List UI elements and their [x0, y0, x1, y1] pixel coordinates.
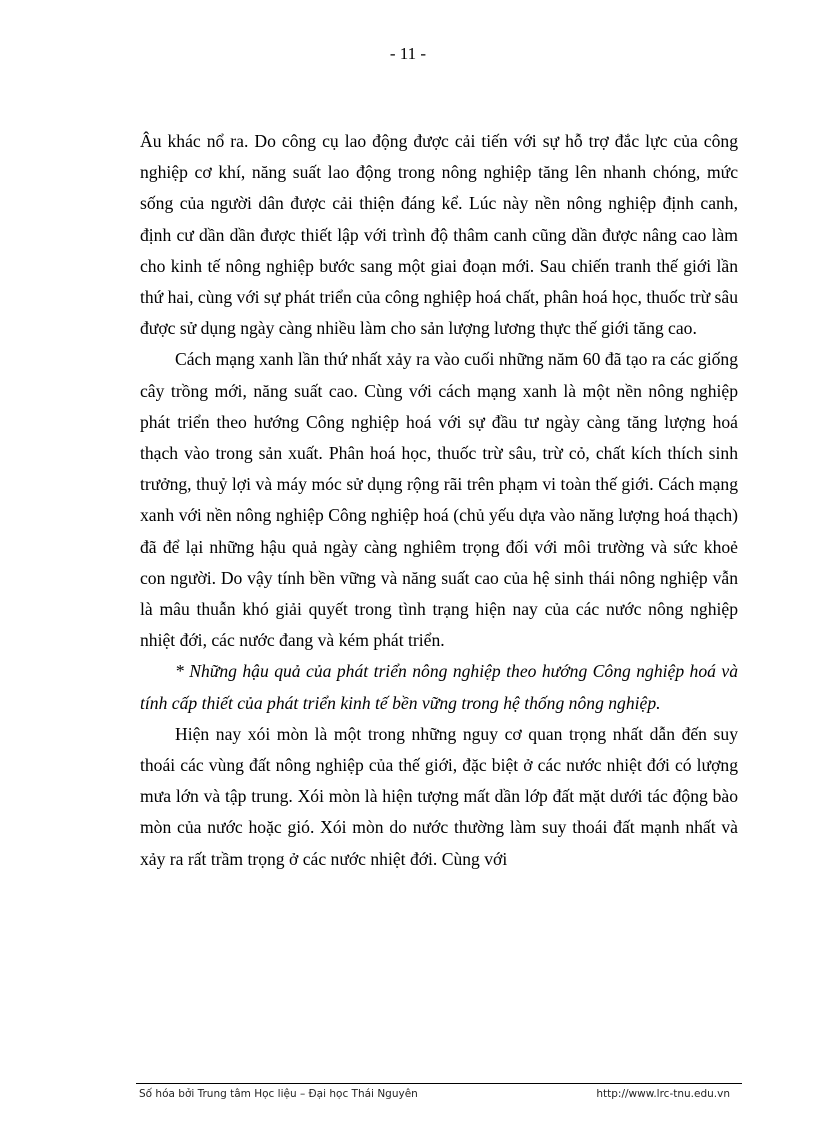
page-number: - 11 - — [389, 44, 427, 63]
footer-url-link[interactable]: http://www.lrc-tnu.edu.vn — [596, 1088, 730, 1100]
section-heading-italic: * Những hậu quả của phát triển nông nghiệp theo hướng Công nghiệp hoá và tính cấp thiết của phát triển kinh tế bền vững trong hệ thống nông nghiệp. — [140, 661, 738, 713]
paragraph-continuation: Âu khác nổ ra. Do công cụ lao động được cải tiến với sự hỗ trợ đắc lực của công nghiệp cơ khí, năng suất lao động trong nông nghiệp tăng lên nhanh chóng, mức sống của người dân được cải thiện đáng kể. Lúc này nền nông nghiệp định canh, định cư dần dần được thiết lập với trình độ thâm canh cũng dần được nâng cao làm cho kinh tế nông nghiệp bước sang một giai đoạn mới. Sau chiến tranh thế giới lần thứ hai, cùng với sự phát triển của công nghiệp hoá chất, phân hoá học, thuốc trừ sâu được sử dụng ngày càng nhiều làm cho sản lượng lương thực thế giới tăng cao. — [140, 131, 738, 339]
footer-source: Số hóa bởi Trung tâm Học liệu – Đại học Thái Nguyên — [139, 1088, 418, 1100]
footer-divider — [136, 1083, 742, 1084]
paragraph-green-revolution: Cách mạng xanh lần thứ nhất xảy ra vào cuối những năm 60 đã tạo ra các giống cây trồng mới, năng suất cao. Cùng với cách mạng xanh là một nền nông nghiệp phát triển theo hướng Công nghiệp hoá với sự đầu tư ngày càng tăng lượng hoá thạch vào trong sản xuất. Phân hoá học, thuốc trừ sâu, trừ cỏ, chất kích thích sinh trưởng, thuỷ lợi và máy móc sử dụng rộng rãi trên phạm vi toàn thế giới. Cách mạng xanh với nền nông nghiệp Công nghiệp hoá (chủ yếu dựa vào năng lượng hoá thạch) đã để lại những hậu quả ngày càng nghiêm trọng đối với môi trường và sức khoẻ con người. Do vậy tính bền vững và năng suất cao của hệ sinh thái nông nghiệp vẫn là mâu thuẫn khó giải quyết trong tình trạng hiện nay của các nước nông nghiệp nhiệt đới, các nước đang và kém phát triển. — [140, 349, 738, 651]
body-text — [140, 126, 738, 875]
paragraph-erosion: Hiện nay xói mòn là một trong những nguy cơ quan trọng nhất dẫn đến suy thoái các vùng đất nông nghiệp của thế giới, đặc biệt ở các nước nhiệt đới có lượng mưa lớn và tập trung. Xói mòn là hiện tượng mất dần lớp đất mặt dưới tác động bào mòn của nước hoặc gió. Xói mòn do nước thường làm suy thoái đất mạnh nhất và xảy ra rất trầm trọng ở các nước nhiệt đới. Cùng với — [140, 723, 738, 869]
